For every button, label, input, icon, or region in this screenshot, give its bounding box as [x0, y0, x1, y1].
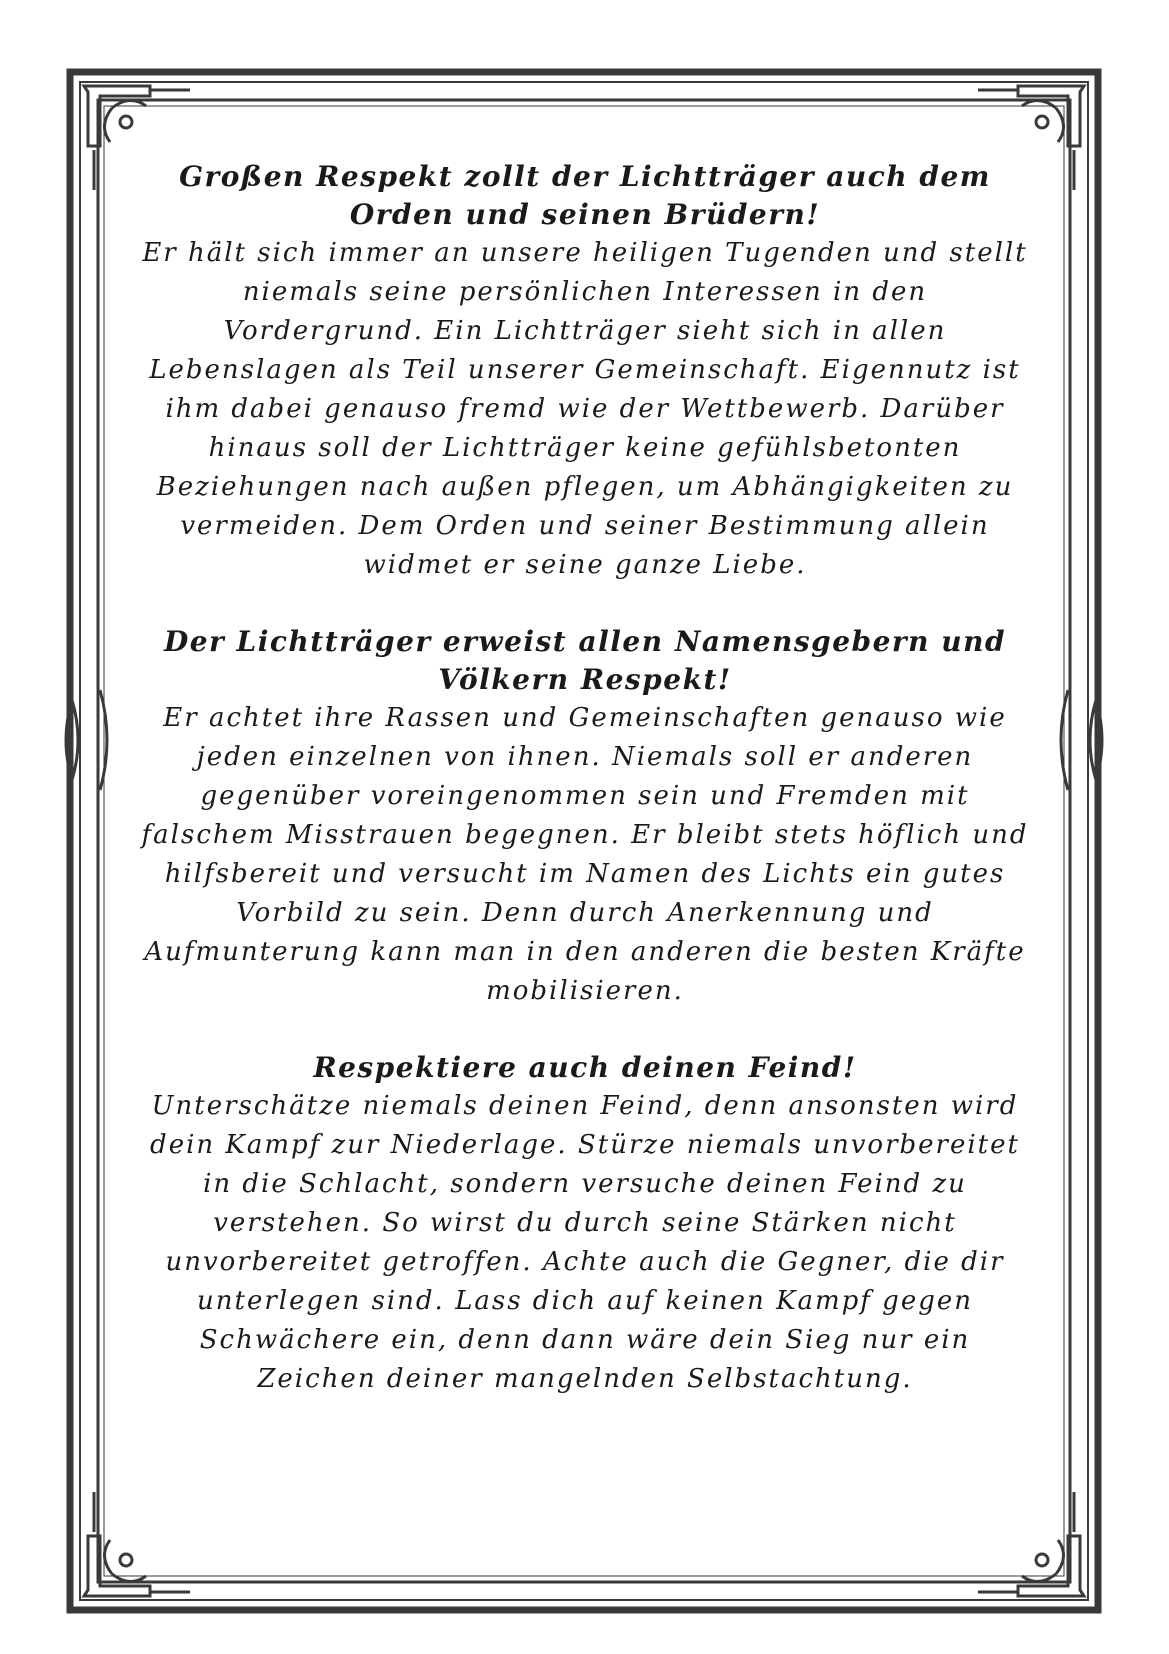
section-heading: Der Lichtträger erweist allen Namensgebern und Völkern Respekt!: [163, 625, 1007, 696]
section-paragraph: Er achtet ihre Rassen und Gemeinschaften genauso wie jeden einzelnen von ihnen. Niemals soll er anderen gegenüber voreingenommen sein und Fremden mit falschem Misstrauen begegnen. Er bleibt stets höflich und hilfsbereit und versucht im Namen des Lichts ein gutes Vorbild zu sein. Denn durch Anerkennung und Aufmunterung kann man in den anderen die besten Kräfte mobilisieren.: [141, 703, 1029, 1006]
section-respect-peoples: [125, 623, 1045, 1011]
section-respect-enemy: [125, 1049, 1045, 1399]
document-body: [125, 158, 1045, 1399]
section-respect-order: [125, 158, 1045, 585]
section-heading: Respektiere auch deinen Feind!: [313, 1051, 857, 1084]
section-paragraph: Er hält sich immer an unsere heiligen Tugenden und stellt niemals seine persönlichen Interessen in den Vordergrund. Ein Lichtträger sieht sich in allen Lebenslagen als Teil unserer Gemeinschaft. Eigennutz ist ihm dabei genauso fremd wie der Wettbewerb. Darüber hinaus soll der Lichtträger keine gefühlsbetonten Beziehungen nach außen pflegen, um Abhängigkeiten zu vermeiden. Dem Orden und seiner Bestimmung allein widmet er seine ganze Liebe.: [142, 238, 1028, 580]
section-paragraph: Unterschätze niemals deinen Feind, denn ansonsten wird dein Kampf zur Niederlage. Stürze niemals unvorbereitet in die Schlacht, sondern versuche deinen Feind zu verstehen. So wirst du durch seine Stärken nicht unvorbereitet getroffen. Achte auch die Gegner, die dir unterlegen sind. Lass dich auf keinen Kampf gegen Schwächere ein, denn dann wäre dein Sieg nur ein Zeichen deiner mangelnden Selbstachtung.: [150, 1091, 1020, 1394]
section-heading: Großen Respekt zollt der Lichtträger auch dem Orden und seinen Brüdern!: [179, 160, 991, 231]
